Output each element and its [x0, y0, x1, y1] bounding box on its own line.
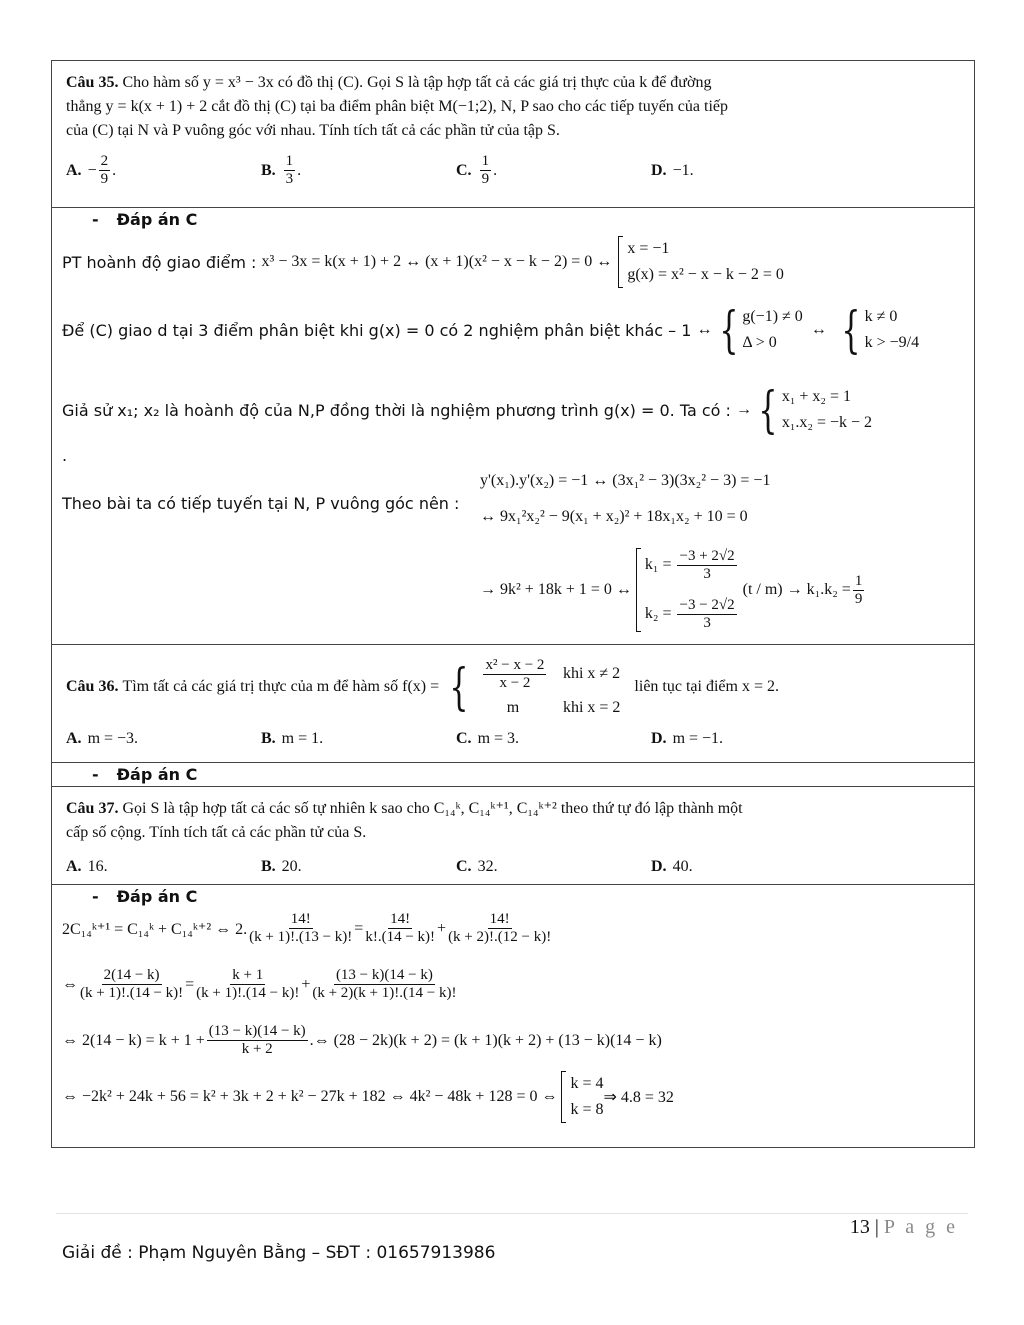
option-c: C. m = 3.: [456, 730, 520, 747]
question-label: Câu 36.: [66, 678, 119, 695]
solution-eq-1: 2C₁₄ᵏ⁺¹ = C₁₄ᵏ + C₁₄ᵏ⁺² ⇔ 2. $\frac{14!}{(k + 1)!.(13 - k)!}$ = $\frac{14!}{k!.(14 - k)!}$ + $\frac{14!}{(k + 2)!.(12 - k)!}$: [62, 911, 552, 945]
answer-options: [66, 153, 960, 188]
answer-heading: - Đáp án C: [92, 887, 198, 906]
option-a: A. m = −3.: [66, 730, 139, 747]
option-b: B. 20.: [261, 858, 302, 875]
solution-line-5: → 9k² + 18k + 1 = 0 ↔ k₁ = $\frac{-3 + 2√2}{3}$ k₂ = $\frac{-3 - 2√2}{3}$ (t / m) → k₁.k₂ = $\frac{1}{9}$: [480, 548, 863, 631]
option-a: A. − $\frac{2}{9}$ .: [66, 153, 117, 187]
solution-eq-3: ⇔ 2(14 − k) = k + 1 + $\frac{(13 - k)(14 - k)}{k + 2}$ .⇔ (28 − 2k)(k + 2) = (k + 1)(k + 2) + (13 − k)(14 − k): [62, 1023, 662, 1057]
option-b: B. $\frac{1}{3}$ .: [261, 153, 302, 187]
question-35: [52, 61, 974, 208]
solution-36: [52, 763, 974, 787]
answer-heading: - Đáp án C: [92, 765, 198, 784]
question-36: Câu 36. Tìm tất cả các giá trị thực của m để hàm số f(x) = { $\frac{\text{x² − x − 2}}{x - 2}$ khi x ≠ 2 m khi x = 2 liên tục tại điểm x = 2. A. m = −3. B. m = 1. C. m = 3. D. m = −1.: [52, 645, 974, 763]
question-text: Tìm tất cả các giá trị thực của m để hàm số f(x) =: [122, 678, 440, 695]
solution-eq-4: ⇔ −2k² + 24k + 56 = k² + 3k + 2 + k² − 27k + 182 ⇔ 4k² − 48k + 128 = 0 ⇔ k = 4 k = 8 ⇒ 4.8 = 32: [62, 1071, 674, 1123]
answer-heading: - Đáp án C: [92, 210, 198, 229]
solution-35: [52, 208, 974, 645]
question-text: cấp số cộng. Tính tích tất cả các phần tử của S.: [66, 824, 367, 841]
option-d: D. m = −1.: [651, 730, 724, 747]
solution-eq-2: ⇔ $\frac{2(14 - k)}{(k + 1)!.(14 - k)!}$ = $\frac{k + 1}{(k + 1)!.(14 - k)!}$ + $\frac{(13 - k)(14 - k)}{(k + 2)(k + 1)!.(14 - k)!}$: [62, 967, 457, 1001]
question-text: của (C) tại N và P vuông góc với nhau. Tính tích tất cả các phần tử của tập S.: [66, 122, 560, 139]
option-c: C. 32.: [456, 858, 498, 875]
option-b: B. m = 1.: [261, 730, 324, 747]
option-d: D. 40.: [651, 858, 693, 875]
question-37: [52, 787, 974, 885]
footer-divider: [56, 1213, 968, 1214]
solution-line-2: Để (C) giao d tại 3 điểm phân biệt khi g(x) = 0 có 2 nghiệm phân biệt khác – 1 ↔ { g(−1) ≠ 0 Δ > 0 ↔ { k ≠ 0 k > −9/4: [62, 301, 920, 359]
content-box: [51, 60, 975, 1148]
option-c: C. $\frac{1}{9}$ .: [456, 153, 498, 187]
solution-line-3: Giả sử x₁; x₂ là hoành độ của N,P đồng thời là nghiệm phương trình g(x) = 0. Ta có : → { x₁ + x₂ = 1 x₁.x₂ = −k − 2: [62, 381, 873, 439]
question-label: Câu 37.: [66, 800, 119, 817]
solution-line-4-eq1: y'(x₁).y'(x₂) = −1 ↔ (3x₁² − 3)(3x₂² − 3) = −1: [480, 472, 771, 489]
answer-options: [66, 727, 960, 751]
question-text: thẳng y = k(x + 1) + 2 cắt đồ thị (C) tại ba điểm phân biệt M(−1;2), N, P sao cho các tiếp tuyến của tiếp: [66, 98, 728, 115]
author-credit: Giải đề : Phạm Nguyên Bằng – SĐT : 01657913986: [62, 1243, 496, 1263]
option-a: A. 16.: [66, 858, 108, 875]
question-text: Cho hàm số y = x³ − 3x có đồ thị (C). Gọi S là tập hợp tất cả các giá trị thực của k để đường: [122, 74, 712, 91]
piecewise-function: { $\frac{\text{x² − x − 2}}{x - 2}$ khi x ≠ 2 m khi x = 2: [449, 656, 621, 716]
question-label: Câu 35.: [66, 74, 119, 91]
page-number: 13 | P a g e: [849, 1216, 958, 1238]
answer-options: [66, 855, 960, 879]
solution-line-4-text: Theo bài ta có tiếp tuyến tại N, P vuông góc nên :: [62, 494, 460, 513]
solution-37: [52, 885, 974, 1147]
solution-line-4-eq2: ↔ 9x₁²x₂² − 9(x₁ + x₂)² + 18x₁x₂ + 10 = 0: [480, 508, 748, 525]
option-d: D. −1.: [651, 161, 694, 179]
question-text: Gọi S là tập hợp tất cả các số tự nhiên k sao cho C₁₄ᵏ, C₁₄ᵏ⁺¹, C₁₄ᵏ⁺² theo thứ tự đó lập thành một: [122, 800, 743, 817]
solution-line-1: PT hoành độ giao điểm : x³ − 3x = k(x + 1) + 2 ↔ (x + 1)(x² − x − k − 2) = 0 ↔ x = −1 g(x) = x² − x − k − 2 = 0: [62, 236, 784, 288]
solution-dot: .: [62, 446, 68, 465]
